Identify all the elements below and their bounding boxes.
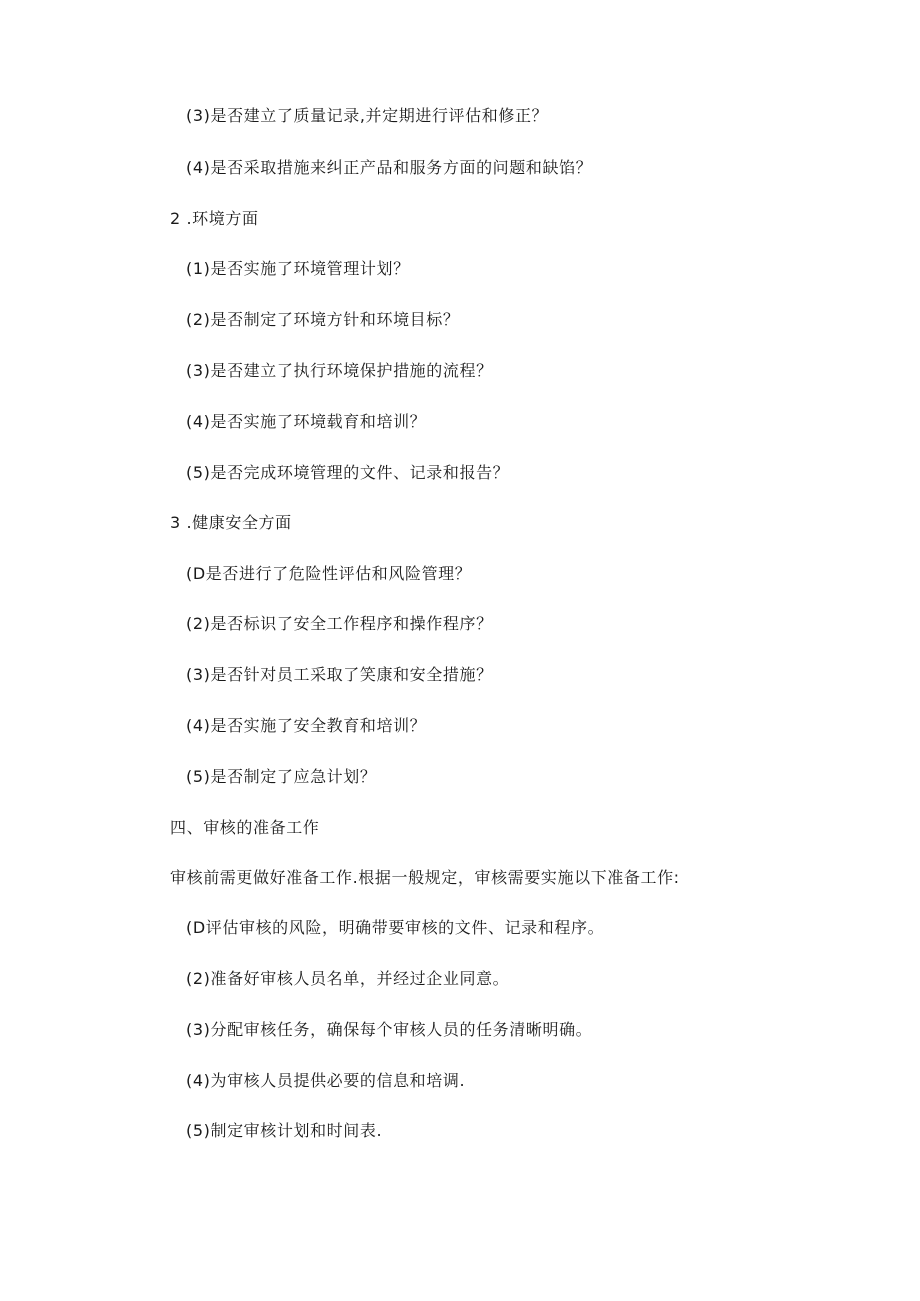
preparation-item: (D评估审核的风险，明确带要审核的文件、记录和程序。 xyxy=(186,918,605,937)
question-item: (1)是否实施了环境管理计划？ xyxy=(186,259,410,278)
question-item: (4)是否实施了环境载育和培训？ xyxy=(186,412,427,431)
question-item: (3)是否建立了执行环境保护措施的流程？ xyxy=(186,361,493,380)
preparation-item: (4)为审核人员提供必要的信息和培调. xyxy=(186,1071,466,1090)
preparation-item: (3)分配审核任务，确保每个审核人员的任务清晰明确。 xyxy=(186,1020,593,1039)
question-item: (5)是否完成环境管理的文件、记录和报告？ xyxy=(186,463,510,482)
section-heading: 2 .环境方面 xyxy=(170,209,259,228)
question-item: (D是否进行了危险性评估和风险管理？ xyxy=(186,564,472,583)
chapter-heading: 四、审核的准备工作 xyxy=(170,818,320,837)
question-item: (4)是否实施了安全教育和培训？ xyxy=(186,716,427,735)
body-paragraph: 审核前需更做好准备工作.根据一般规定，审核需要实施以下准备工作: xyxy=(170,868,680,887)
question-item: (3)是否建立了质量记录,并定期进行评估和修正？ xyxy=(186,106,549,125)
preparation-item: (5)制定审核计划和时间表. xyxy=(186,1121,383,1140)
question-item: (2)是否制定了环境方针和环境目标？ xyxy=(186,310,460,329)
question-item: (2)是否标识了安全工作程序和操作程序？ xyxy=(186,614,493,633)
question-item: (5)是否制定了应急计划？ xyxy=(186,767,377,786)
preparation-item: (2)准备好审核人员名单，并经过企业同意。 xyxy=(186,969,510,988)
question-item: (4)是否采取措施来纠正产品和服务方面的问题和缺馅？ xyxy=(186,158,593,177)
question-item: (3)是否针对员工采取了笑康和安全措施？ xyxy=(186,665,493,684)
section-heading: 3 .健康安全方面 xyxy=(170,513,292,532)
